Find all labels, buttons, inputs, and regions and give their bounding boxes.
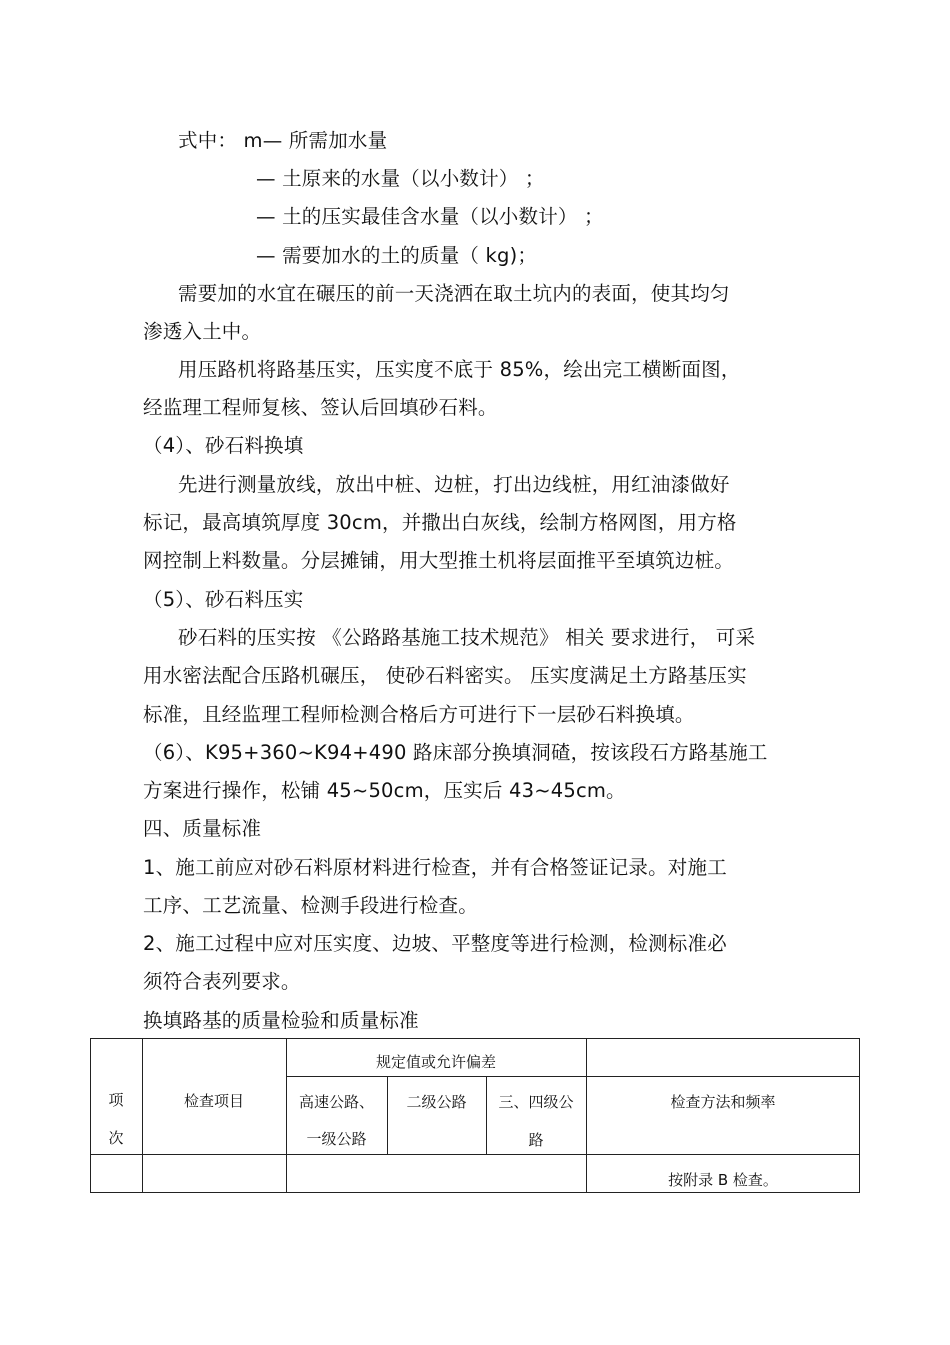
paragraph-line: 用水密法配合压路机碾压， 使砂石料密实。 压实度满足土方路基压实 xyxy=(143,664,747,687)
header-highway: 高速公路、 xyxy=(298,1093,374,1111)
paragraph-line: 需要加的水宜在碾压的前一天浇洒在取土坑内的表面，使其均匀 xyxy=(178,282,730,305)
header-check-item: 检查项目 xyxy=(183,1092,244,1110)
table-caption: 换填路基的质量检验和质量标准 xyxy=(143,1009,419,1032)
section-heading: （6）、K95+360~K94+490 路床部分换填洞碴，按该段石方路基施工 xyxy=(143,741,768,764)
section-heading: （5）、砂石料压实 xyxy=(143,588,304,611)
formula-term-line: — 土的压实最佳含水量（以小数计） ； xyxy=(256,205,604,228)
header-spec-group: 规定值或允许偏差 xyxy=(375,1053,496,1071)
header-highway: 一级公路 xyxy=(306,1130,367,1148)
formula-term-line: — 需要加水的土的质量（ kg)； xyxy=(256,244,538,267)
table-rule xyxy=(90,1154,860,1155)
paragraph-line: 标记，最高填筑厚度 30cm，并撒出白灰线，绘制方格网图，用方格 xyxy=(143,511,737,534)
table-rule xyxy=(142,1038,143,1193)
paragraph-line: 经监理工程师复核、签认后回填砂石料。 xyxy=(143,396,498,419)
header-check-method: 检查方法和频率 xyxy=(670,1093,776,1111)
quality-standard-table xyxy=(90,1038,860,1193)
section-heading: （4）、砂石料换填 xyxy=(143,434,304,457)
paragraph-line: 标准，且经监理工程师检测合格后方可进行下一层砂石料换填。 xyxy=(143,703,695,726)
formula-term-line: — 土原来的水量（以小数计） ； xyxy=(256,167,545,190)
paragraph-line: 用压路机将路基压实，压实度不底于 85%，绘出完工横断面图， xyxy=(178,358,741,381)
paragraph-line: 砂石料的压实按 《公路路基施工技术规范》 相关 要求进行， 可采 xyxy=(178,626,756,649)
header-item-no: 项 xyxy=(108,1091,124,1109)
paragraph-line: 网控制上料数量。分层摊铺，用大型推土机将层面推平至填筑边桩。 xyxy=(143,549,735,572)
paragraph-line: 先进行测量放线，放出中桩、边桩，打出边线桩，用红油漆做好 xyxy=(178,473,730,496)
header-item-no: 次 xyxy=(108,1129,124,1147)
header-grade34: 三、四级公 xyxy=(498,1093,574,1111)
formula-note-line: 式中： m— 所需加水量 xyxy=(178,129,388,152)
paragraph-line: 1、施工前应对砂石料原材料进行检查，并有合格签证记录。对施工 xyxy=(143,856,727,879)
row1-check-method: 按附录 B 检查。 xyxy=(668,1171,778,1189)
table-rule xyxy=(387,1076,388,1154)
table-rule xyxy=(90,1038,91,1193)
paragraph-line: 渗透入土中。 xyxy=(143,320,262,343)
paragraph-line: 工序、工艺流量、检测手段进行检查。 xyxy=(143,894,478,917)
table-rule xyxy=(90,1192,860,1193)
table-rule xyxy=(286,1076,860,1077)
header-grade2: 二级公路 xyxy=(406,1093,467,1111)
paragraph-line: 方案进行操作，松铺 45~50cm，压实后 43~45cm。 xyxy=(143,779,626,802)
header-grade34: 路 xyxy=(528,1131,544,1149)
paragraph-line: 须符合表列要求。 xyxy=(143,970,301,993)
chapter-heading: 四、质量标准 xyxy=(143,817,262,840)
table-rule xyxy=(90,1038,860,1039)
paragraph-line: 2、施工过程中应对压实度、边坡、平整度等进行检测，检测标准必 xyxy=(143,932,727,955)
